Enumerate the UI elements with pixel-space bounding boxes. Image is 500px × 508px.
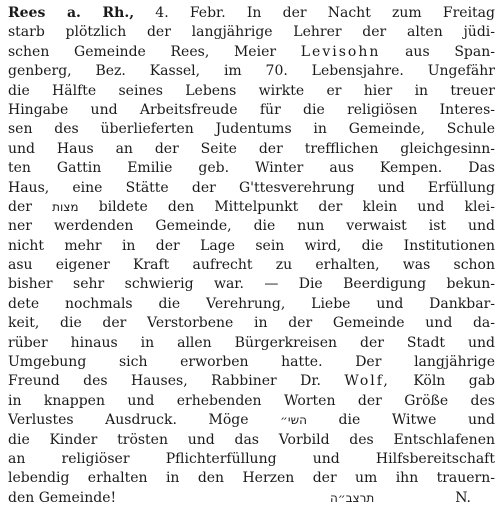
article-line: keit, die der Verstorbene in der Gemeinde und da- — [8, 315, 495, 332]
person-name: Wolf, — [344, 373, 390, 390]
hebrew-word: השי״ — [280, 413, 307, 428]
article-line — [8, 372, 495, 391]
article-line — [8, 198, 495, 217]
article-text: die Witwe und — [338, 412, 495, 429]
article-line: Hingabe und Arbeitsfreude für die religiösen Interes- — [8, 101, 495, 118]
article-text: Verlustes Ausdruck. Möge — [8, 412, 249, 429]
article-line: nicht mehr in der Lage sein wird, die Institutionen — [8, 237, 495, 254]
article-text: 4. Febr. In der Nacht zum Freitag — [155, 5, 495, 21]
article-line: ten Gattin Emilie geb. Winter aus Kempen. Das — [8, 160, 495, 177]
article-line: und Haus an der Seite der trefflichen gleichgesinn- — [8, 140, 495, 157]
article-footer-line — [8, 489, 495, 508]
article-line: genberg, Bez. Kassel, im 70. Lebensjahre. Ungefähr — [8, 63, 495, 80]
article-line: lebendig erhalten in den Herzen der um ihn trauern- — [8, 470, 495, 487]
newspaper-article — [8, 4, 495, 508]
article-line: asu eigener Kraft aufrecht zu erhalten, was schon — [8, 257, 495, 274]
article-text: Köln gab — [413, 373, 495, 390]
article-line: an religiöser Pflichterfüllung und Hilfsbereitschaft — [8, 450, 495, 467]
article-text: bildete den Mittelpunkt der klein und klei- — [98, 198, 495, 215]
article-text: Freund des Hauses, Rabbiner Dr. — [8, 373, 321, 390]
hebrew-year: תרצב״ה — [330, 490, 375, 505]
person-name: Levisohn — [300, 43, 381, 60]
author-signature: N. — [455, 489, 471, 506]
article-line — [8, 4, 495, 23]
article-line: dete nochmals die Verehrung, Liebe und Dankbar- — [8, 295, 495, 312]
article-line: ner werdenden Gemeinde, die nun verwaist ist und — [8, 218, 495, 235]
article-text: schen Gemeinde Rees, Meier — [8, 43, 277, 60]
article-line: bisher sehr schwierig war. — Die Beerdigung bekun- — [8, 276, 495, 293]
article-line — [8, 411, 495, 430]
hebrew-word: מצות — [52, 199, 79, 214]
article-line: Umgebung sich erworben hatte. Der langjährige — [8, 354, 495, 371]
article-line: die Kinder trösten und das Vorbild des Entschlafenen — [8, 431, 495, 448]
article-line: sen des überlieferten Judentums in Gemeinde, Schule — [8, 121, 495, 138]
article-line: die Hälfte seines Lebens wirkte er hier in treuer — [8, 82, 495, 99]
article-line: rüber hinaus in allen Bürgerkreisen der Stadt und — [8, 334, 495, 351]
article-line — [8, 43, 495, 62]
article-text: den Gemeinde! — [8, 489, 117, 506]
article-text: aus Span- — [405, 43, 495, 60]
dateline: Rees a. Rh., — [8, 5, 135, 21]
article-line: starb plötzlich der langjährige Lehrer der alten jüdi- — [8, 24, 495, 41]
article-text: der — [8, 198, 32, 215]
article-line: in knappen und erhebenden Worten der Größe des — [8, 392, 495, 409]
article-line: Haus, eine Stätte der G'ttesverehrung und Erfüllung — [8, 179, 495, 196]
